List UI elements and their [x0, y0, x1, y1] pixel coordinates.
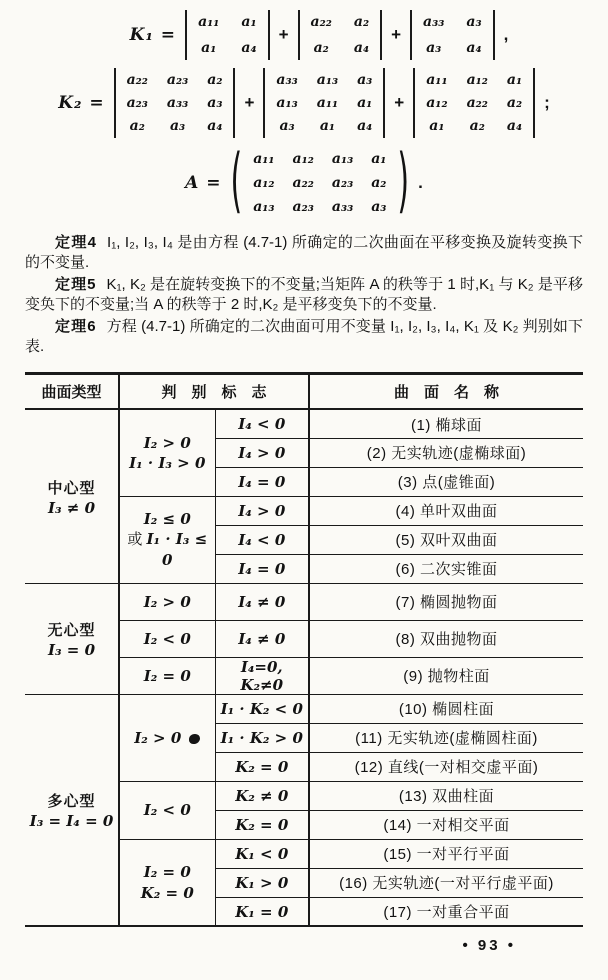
criteria-cell: [119, 409, 215, 496]
table-row: [25, 583, 583, 620]
formula-k1: [55, 10, 583, 60]
page-number: • 93 •: [462, 937, 516, 954]
surface-name-cell: (5) 双叶双曲面: [309, 525, 583, 554]
matrix-entry: a₄: [207, 118, 223, 134]
surface-name-cell: (4) 单叶双曲面: [309, 496, 583, 525]
surface-type-cell: [25, 694, 119, 926]
theorem-5-text: K₁, K₂ 是在旋转变换下的不变量;当矩阵 A 的秩等于 1 时,K₁ 与 K₂ 是平移变奂下的不变量;当 A 的秩等于 2 时,K₂ 是平移变奂下的不变量.: [25, 275, 583, 314]
determinant-3x3: [263, 68, 385, 138]
determinant-3x3: [114, 68, 236, 138]
matrix-entry: a₁: [429, 118, 445, 134]
matrix-entry: a₂₃: [166, 72, 189, 88]
matrix-entry: a₄: [506, 118, 523, 134]
surface-name-cell: (13) 双曲柱面: [309, 781, 583, 810]
matrix-entry: a₁₃: [276, 95, 298, 111]
matrix-entry: a₃: [426, 40, 442, 56]
type-label: 无心型: [47, 621, 96, 639]
matrix-entry: a₁: [371, 151, 387, 167]
criteria-sub-cell: K₁ < 0: [215, 839, 309, 868]
theorem-paragraphs: [25, 233, 583, 357]
formula-a-lhs: A =: [185, 173, 222, 193]
table-header-row: [25, 374, 583, 410]
right-paren: ): [397, 140, 410, 223]
matrix-a-grid: [251, 151, 388, 215]
criteria-line: I₂ > 0: [143, 433, 191, 452]
formula-a-tail: .: [418, 173, 423, 192]
matrix-entry: a₁₂: [426, 95, 448, 111]
surface-name-cell: (8) 双曲抛物面: [309, 620, 583, 657]
surface-name-cell: (1) 椭球面: [309, 409, 583, 438]
matrix-entry: a₂: [371, 175, 387, 191]
surface-name-cell: (11) 无实轨迹(虚椭圆柱面): [309, 723, 583, 752]
matrix-entry: a₃: [169, 118, 186, 134]
criteria-sub-cell: K₂ ≠ 0: [215, 781, 309, 810]
surface-name-cell: (15) 一对平行平面: [309, 839, 583, 868]
type-condition: I₃ = 0: [47, 640, 96, 659]
determinant-2x2: [298, 10, 383, 60]
header-surface-name: 曲 面 名 称: [309, 374, 583, 410]
matrix-entry: a₁: [201, 40, 217, 56]
plus-operator: +: [391, 25, 402, 44]
criteria-sub-cell: I₄ ≠ 0: [215, 583, 309, 620]
matrix-entry: a₁: [357, 95, 373, 111]
matrix-entry: a₃₃: [423, 14, 445, 30]
criteria-sub-cell: I₄ < 0: [215, 409, 309, 438]
matrix-entry: a₂₂: [292, 175, 314, 191]
matrix-entry: a₂: [469, 118, 485, 134]
plus-operator: +: [394, 93, 405, 112]
matrix-entry: a₁₁: [426, 72, 448, 88]
matrix-entry: a₂₃: [331, 175, 354, 191]
theorem-4: [25, 233, 583, 274]
surface-name-cell: (10) 椭圆柱面: [309, 694, 583, 723]
theorem-5-label: 定理5: [55, 275, 97, 293]
criteria-cell: I₂ = 0: [119, 657, 215, 694]
matrix-entry: a₃: [357, 72, 373, 88]
type-condition: I₃ ≠ 0: [47, 498, 96, 517]
surface-name-cell: (7) 椭圆抛物面: [309, 583, 583, 620]
criteria-expression: I₂ > 0: [134, 728, 182, 747]
type-label: 中心型: [47, 479, 96, 497]
surface-name-cell: (17) 一对重合平面: [309, 897, 583, 926]
matrix-entry: a₂₂: [310, 14, 332, 30]
matrix-entry: a₁₃: [331, 151, 354, 167]
matrix-entry: a₂₂: [126, 72, 148, 88]
matrix-entry: a₄: [466, 40, 482, 56]
criteria-sub-cell: I₄=0, K₂≠0: [215, 657, 309, 694]
criteria-cell: [119, 496, 215, 583]
criteria-line: I₂ = 0: [143, 863, 191, 882]
determinant-2x2: [410, 10, 495, 60]
table-row: [25, 694, 583, 723]
formula-k1-lhs: K₁ =: [129, 25, 177, 45]
type-condition: I₃ = I₄ = 0: [29, 812, 114, 831]
criteria-sub-cell: I₁ · K₂ > 0: [215, 723, 309, 752]
left-paren: (: [230, 140, 243, 223]
surface-name-cell: (3) 点(虚锥面): [309, 467, 583, 496]
matrix-entry: a₂₃: [292, 199, 314, 215]
matrix-entry: a₁₂: [466, 72, 488, 88]
criteria-sub-cell: I₄ > 0: [215, 438, 309, 467]
header-criteria: 判 别 标 志: [119, 374, 309, 410]
formula-k2-tail: ;: [544, 93, 550, 112]
theorem-5: [25, 275, 583, 316]
matrix-entry: a₁: [241, 14, 257, 30]
criteria-cell: I₂ > 0: [119, 583, 215, 620]
surface-type-cell: [25, 583, 119, 694]
plus-operator: +: [278, 25, 289, 44]
criteria-sub-cell: I₁ · K₂ < 0: [215, 694, 309, 723]
matrix-entry: a₃: [279, 118, 295, 134]
determinant-3x3: [413, 68, 535, 138]
matrix-entry: a₃₃: [331, 199, 354, 215]
header-surface-type: 曲面类型: [25, 374, 119, 410]
surface-name-cell: (9) 抛物柱面: [309, 657, 583, 694]
criteria-sub-cell: K₁ = 0: [215, 897, 309, 926]
matrix-entry: a₄: [353, 40, 370, 56]
surface-name-cell: (2) 无实轨迹(虚椭球面): [309, 438, 583, 467]
criteria-expression: I₁ · I₃ ≤ 0: [146, 530, 208, 570]
matrix-entry: a₁₂: [292, 151, 314, 167]
matrix-entry: a₁: [319, 118, 336, 134]
quadric-classification-table: [25, 372, 583, 927]
criteria-line: K₂ = 0: [140, 883, 194, 902]
matrix-entry: a₄: [357, 118, 373, 134]
matrix-entry: a₁₃: [316, 72, 339, 88]
criteria-cell: I₂ < 0: [119, 781, 215, 839]
criteria-sub-cell: K₂ = 0: [215, 810, 309, 839]
formula-k1-tail: ,: [503, 25, 509, 44]
theorem-6: [25, 317, 583, 358]
matrix-entry: a₁₁: [253, 151, 275, 167]
type-label: 多心型: [47, 793, 96, 811]
matrix-entry: a₃₃: [166, 95, 189, 111]
criteria-sub-cell: K₂ = 0: [215, 752, 309, 781]
ink-blob: [189, 734, 200, 744]
criteria-cell: I₂ < 0: [119, 620, 215, 657]
criteria-sub-cell: I₄ > 0: [215, 496, 309, 525]
criteria-sub-cell: I₄ < 0: [215, 525, 309, 554]
matrix-entry: a₄: [241, 40, 257, 56]
criteria-sub-cell: I₄ = 0: [215, 467, 309, 496]
matrix-entry: a₁₃: [253, 199, 275, 215]
matrix-entry: a₁: [506, 72, 523, 88]
criteria-line: I₂ ≤ 0: [143, 509, 191, 528]
theorem-6-label: 定理6: [55, 317, 97, 335]
matrix-entry: a₂₃: [126, 95, 148, 111]
surface-type-cell: [25, 409, 119, 583]
surface-name-cell: (14) 一对相交平面: [309, 810, 583, 839]
plus-operator: +: [244, 93, 255, 112]
table-row: [25, 409, 583, 438]
matrix-entry: a₁₁: [316, 95, 339, 111]
criteria-cell: [119, 694, 215, 781]
matrix-entry: a₂: [207, 72, 223, 88]
matrix-entry: a₂₂: [466, 95, 488, 111]
formula-k2-lhs: K₂ =: [58, 93, 105, 113]
criteria-line: I₁ · I₃ > 0: [129, 454, 206, 473]
matrix-entry: a₂: [506, 95, 523, 111]
theorem-4-text: I₁, I₂, I₃, I₄ 是由方程 (4.7-1) 所确定的二次曲面在平移变换及旋转变换下的不变量.: [25, 234, 583, 272]
surface-name-cell: (12) 直线(一对相交虚平面): [309, 752, 583, 781]
theorem-4-label: 定理4: [55, 234, 98, 251]
matrix-entry: a₃₃: [276, 72, 298, 88]
theorem-6-text: 方程 (4.7-1) 所确定的二次曲面可用不变量 I₁, I₂, I₃, I₄, K₁ 及 K₂ 判别如下表.: [25, 317, 583, 355]
matrix-entry: a₂: [129, 118, 145, 134]
criteria-sub-cell: I₄ ≠ 0: [215, 620, 309, 657]
determinant-2x2: [185, 10, 270, 60]
surface-name-cell: (6) 二次实锥面: [309, 554, 583, 583]
criteria-or-prefix: 或: [127, 531, 147, 549]
matrix-entry: a₂: [313, 40, 329, 56]
matrix-entry: a₂: [353, 14, 370, 30]
matrix-entry: a₃: [371, 199, 387, 215]
surface-name-cell: (16) 无实轨迹(一对平行虚平面): [309, 868, 583, 897]
matrix-entry: a₃: [207, 95, 223, 111]
formula-matrix-a: [25, 140, 583, 223]
criteria-sub-cell: K₁ > 0: [215, 868, 309, 897]
matrix-entry: a₃: [466, 14, 482, 30]
criteria-line: [122, 529, 213, 571]
criteria-sub-cell: I₄ = 0: [215, 554, 309, 583]
matrix-entry: a₁₂: [253, 175, 275, 191]
criteria-cell: [119, 839, 215, 926]
formula-k2: [25, 64, 583, 142]
matrix-entry: a₁₁: [198, 14, 220, 30]
